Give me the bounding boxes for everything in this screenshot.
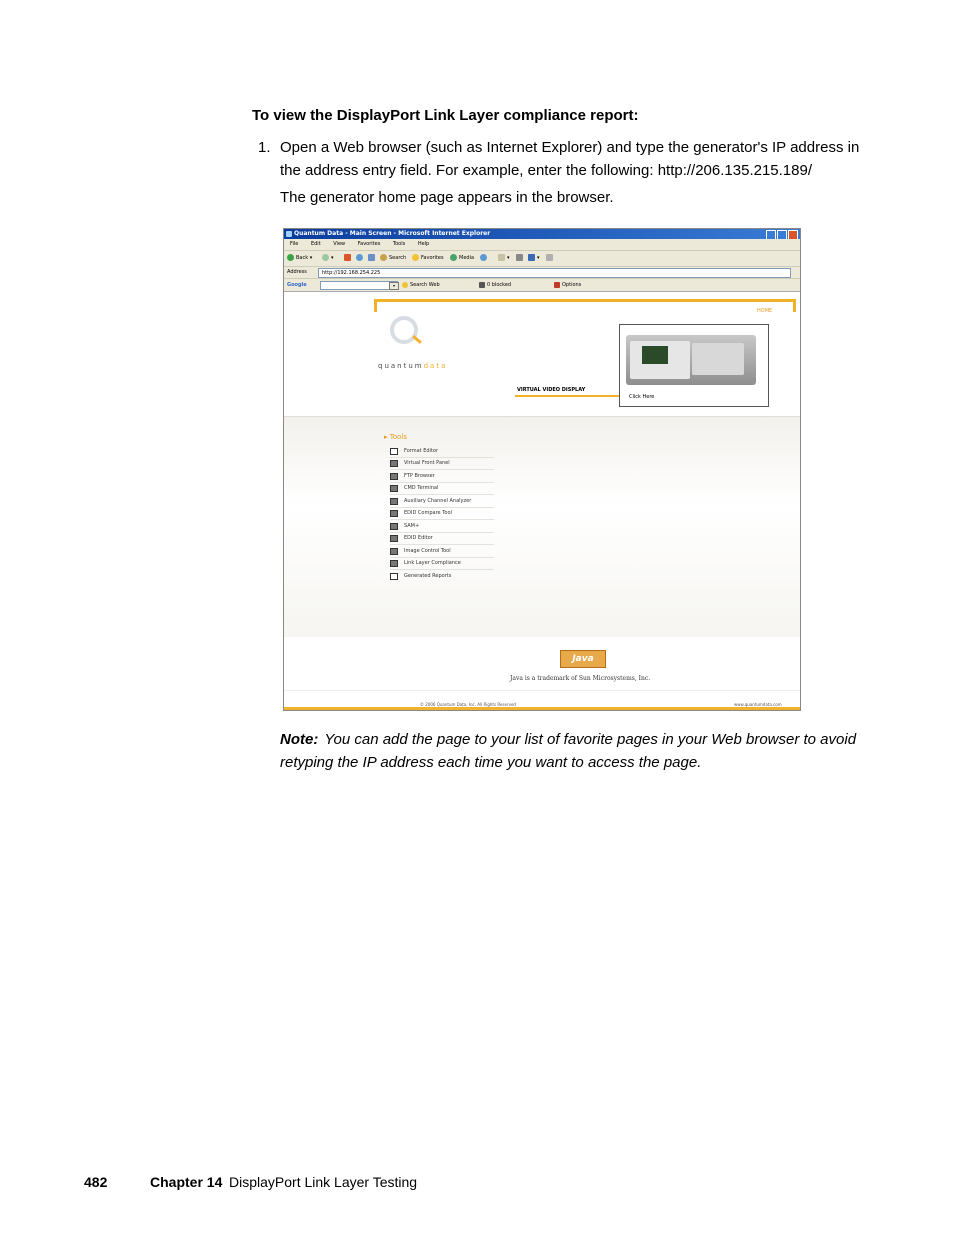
menu-favorites[interactable]: Favorites [357,241,381,247]
virtual-video-display-line [515,395,621,397]
address-value: http://192.168.254.225 [322,270,381,276]
menu-bar [284,239,800,251]
tool-label: EDID Editor [404,535,433,541]
tool-image-control[interactable] [390,546,494,558]
popup-blocked-label: 0 blocked [487,282,512,288]
favorites-star-icon [412,254,419,261]
tool-label: FTP Browser [404,473,435,479]
favorites-label: Favorites [421,255,444,261]
step-number: 1. [258,139,271,156]
print-icon [516,254,523,261]
pencil-doc-icon [390,448,398,455]
google-search-input[interactable] [320,281,398,290]
browser-screenshot [283,228,801,711]
device-image-link[interactable] [619,324,769,407]
tool-cmd-terminal[interactable] [390,483,494,495]
tool-generated-reports[interactable] [390,571,494,582]
result-paragraph: The generator home page appears in the browser. [280,189,614,206]
note-label: Note: [280,731,319,748]
tool-format-editor[interactable] [390,446,494,458]
search-web-label: Search Web [410,282,440,288]
discuss-icon [546,254,553,261]
tool-link-layer-compliance[interactable] [390,558,494,570]
google-toolbar [284,279,800,292]
google-dropdown-icon[interactable]: ▾ [389,282,399,290]
virtual-video-display-label: VIRTUAL VIDEO DISPLAY [517,387,586,393]
generator-device-icon [626,335,756,385]
tool-label: Auxiliary Channel Analyzer [404,498,472,504]
google-logo: Google [287,282,307,288]
footer-title: DisplayPort Link Layer Testing [229,1174,418,1190]
device-keypad [692,343,744,375]
discuss-button[interactable] [546,251,555,266]
back-label: Back [296,255,309,261]
computer-icon [390,535,398,542]
mail-button[interactable]: ▾ [498,251,510,266]
search-icon [380,254,387,261]
tool-virtual-front-panel[interactable] [390,458,494,470]
device-front-panel [630,341,690,379]
address-input[interactable] [318,268,791,278]
search-button[interactable] [380,251,406,266]
device-display [642,346,668,364]
computer-icon [390,560,398,567]
footer-chapter: Chapter 14 [150,1174,223,1190]
copyright-text: © 2006 Quantum Data, Inc. All Rights Reserved [420,702,516,707]
back-button[interactable]: Back ▾ [287,251,312,266]
menu-edit[interactable]: Edit [310,241,321,247]
back-arrow-icon [287,254,294,261]
options-label: Options [562,282,582,288]
search-label: Search [389,255,407,261]
home-icon [368,254,375,261]
menu-tools[interactable]: Tools [392,241,406,247]
tool-label: Image Control Tool [404,548,451,554]
tool-label: Format Editor [404,448,439,454]
edit-button[interactable]: ▾ [528,251,540,266]
media-button[interactable] [450,251,474,266]
menu-file[interactable]: File [290,241,299,247]
tool-ftp-browser[interactable] [390,471,494,483]
stop-button[interactable] [344,251,353,266]
popup-blocker-icon [479,282,485,288]
computer-icon [390,523,398,530]
tool-label: Link Layer Compliance [404,560,461,566]
stop-icon [344,254,351,261]
media-icon [450,254,457,261]
tool-label: CMD Terminal [404,485,439,491]
mail-icon [498,254,505,261]
footer-accent-line [284,707,800,710]
tools-panel [284,416,800,637]
tool-sam-plus[interactable] [390,521,494,533]
quantum-data-wordmark [378,362,447,370]
tool-label: SAM+ [404,523,420,529]
wordmark-quantum: quantum [378,362,424,370]
tool-edid-compare[interactable] [390,508,494,520]
window-title: Quantum Data - Main Screen - Microsoft Internet Explorer [294,230,491,237]
tool-label: EDID Compare Tool [404,510,452,516]
menu-help[interactable]: Help [417,241,430,247]
site-url[interactable]: www.quantumdata.com [734,702,782,707]
step-text: Open a Web browser (such as Internet Explorer) and type the generator's IP address in the address entry field. For example, enter the following: http://206.135.215.189/ [280,139,860,179]
refresh-button[interactable] [356,251,365,266]
address-label: Address [287,269,307,275]
media-label: Media [459,255,475,261]
home-link[interactable]: HOME [757,308,773,314]
menu-view[interactable]: View [333,241,346,247]
tools-title-text: Tools [389,433,407,441]
note [280,728,878,774]
search-web-button[interactable] [402,279,440,291]
click-here-label[interactable]: Click Here [629,394,655,400]
forward-arrow-icon [322,254,329,261]
history-icon [480,254,487,261]
address-bar [284,267,800,279]
computer-icon [390,548,398,555]
page-content [284,292,800,710]
computer-icon [390,473,398,480]
history-button[interactable] [480,251,489,266]
search-web-icon [402,282,408,288]
header-frame [374,299,796,312]
print-button[interactable] [516,251,525,266]
ie-icon [286,231,292,237]
tool-label: Virtual Front Panel [404,460,450,466]
refresh-icon [356,254,363,261]
quantum-data-logo-icon [390,316,418,344]
word-icon [528,254,535,261]
tool-edid-editor[interactable] [390,533,494,545]
home-button[interactable] [368,251,377,266]
options-button[interactable] [554,279,581,291]
note-text: You can add the page to your list of favorite pages in your Web browser to avoid retyping the IP address each time you want to access the page. [280,731,857,771]
computer-icon [390,485,398,492]
computer-icon [390,510,398,517]
java-badge: Java [560,650,606,668]
section-heading: To view the DisplayPort Link Layer compliance report: [252,107,639,124]
computer-icon [390,498,398,505]
computer-icon [390,460,398,467]
java-trademark: Java is a trademark of Sun Microsystems, Inc. [510,675,651,682]
page-number: 482 [84,1174,108,1190]
forward-button[interactable]: ▾ [322,251,334,266]
popup-blocker-button[interactable] [479,279,511,291]
tool-label: Generated Reports [404,573,452,579]
wordmark-data: data [423,362,448,370]
window-titlebar [284,229,800,239]
options-icon [554,282,560,288]
favorites-button[interactable] [412,251,444,266]
browser-toolbar [284,251,800,267]
tools-title: ▸ Tools [384,433,407,441]
document-icon [390,573,398,580]
tool-auxiliary-channel-analyzer[interactable] [390,496,494,508]
